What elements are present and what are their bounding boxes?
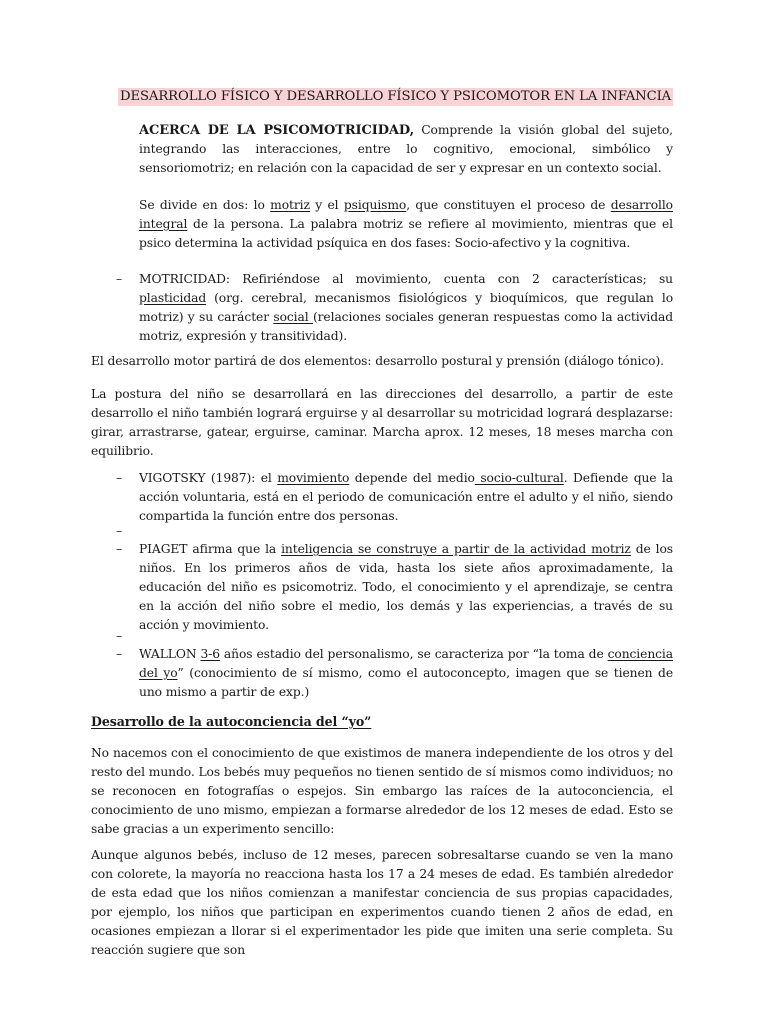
intro-paragraph: [91, 121, 673, 178]
motor-development-paragraph: El desarrollo motor partirá de dos elementos: desarrollo postural y prensión (diálogo tónico).: [91, 354, 664, 368]
bullet-dash: –: [116, 471, 123, 485]
piaget-list-item: – PIAGET afirma que la inteligencia se construye a partir de la actividad motriz de los niños. En los primeros años de vida, hasta los siete años aproximadamente, la educación del niño es psicomotriz. Todo, el conocimiento y el aprendizaje, se centra en la acción del niño sobre el medio, los demás y las experiencias, a través de su acción y movimiento.: [116, 542, 673, 632]
motricidad-list-item: – MOTRICIDAD: Refiriéndose al movimiento, cuenta con 2 características; su plasticidad (org. cerebral, mecanismos fisiológicos y bioquímicos, que regulan lo motriz) y su carácter social (relaciones sociales generan respuestas como la actividad motriz, expresión y transitividad).: [116, 272, 673, 343]
term-inteligencia: inteligencia se construye a partir de la actividad motriz: [281, 542, 631, 556]
term-conciencia-del-yo: conciencia del yo: [139, 647, 673, 680]
term-movimiento: movimiento: [277, 471, 350, 485]
bullet-dash: –: [116, 647, 123, 661]
term-socio-cultural: socio-cultural: [474, 471, 564, 485]
term-psiquismo: psiquismo: [343, 198, 407, 212]
empty-list-item: [91, 522, 673, 541]
wallon-list-item: – WALLON 3-6 años estadio del personalismo, se caracteriza por “la toma de conciencia del yo” (conocimiento de sí mismo, como el autoconcepto, imagen que se tienen de uno mismo a partir de exp.): [116, 647, 674, 699]
term-desarrollo-integral: desarrollo integral: [139, 198, 673, 231]
experiment-paragraph: Aunque algunos bebés, incluso de 12 meses, parecen sobresaltarse cuando se ven la mano con colorete, la mayoría no reacciona hasta los 17 a 24 meses de edad. Es también alrededor de esta edad que los niños comienzan a manifestar conciencia de sus propias capacidades, por ejemplo, los niños que participan en experimentos cuando tienen 2 años de edad, en ocasiones empiezan a llorar si el experimentador les pide que imiten una serie completa. Su reacción sugiere que son: [91, 848, 673, 957]
section-heading: Desarrollo de la autoconciencia del “yo”: [91, 714, 372, 729]
bullet-dash: –: [116, 524, 123, 538]
intro-lead: ACERCA DE LA PSICOMOTRICIDAD,: [139, 123, 415, 138]
term-social: social: [273, 310, 313, 324]
bullet-dash: –: [116, 542, 123, 556]
term-plasticidad: plasticidad: [139, 291, 207, 305]
posture-paragraph: La postura del niño se desarrollará en las direcciones del desarrollo, a partir de este desarrollo el niño también logrará erguirse y al desarrollar su motricidad logrará desplazarse: girar, arrastrarse, gatear, erguirse, caminar. Marcha aprox. 12 meses, 18 meses marcha con equilibrio.: [91, 387, 673, 458]
division-paragraph: Se divide en dos: lo motriz y el psiquismo, que constituyen el proceso de desarrollo integral de la persona. La palabra motriz se refiere al movimiento, mientras que el psico determina la actividad psíquica en dos fases: Socio-afectivo y la cognitiva.: [139, 198, 673, 250]
bullet-dash: –: [116, 272, 123, 286]
term-motriz: motriz: [270, 198, 310, 212]
intro-text: Comprende la visión global del sujeto, integrando las interacciones, entre lo cognitivo, emocional, simbólico y sensoriomotriz; en relación con la capacidad de ser y expresar en un contexto social.: [139, 123, 673, 175]
vigotsky-list-item: – VIGOTSKY (1987): el movimiento depende del medio socio-cultural. Defiende que la acción voluntaria, está en el periodo de comunicación entre el adulto y el niño, siendo compartida la función entre dos personas.: [116, 471, 673, 523]
self-awareness-paragraph: No nacemos con el conocimiento de que existimos de manera independiente de los otros y del resto del mundo. Los bebés muy pequeños no tienen sentido de sí mismos como individuos; no se reconocen en fotografías o espejos. Sin embargo las raíces de la autoconciencia, el conocimiento de uno mismo, empiezan a formarse alrededor de los 12 meses de edad. Esto se sabe gracias a un experimento sencillo:: [91, 746, 673, 836]
bullet-dash: –: [116, 629, 123, 643]
empty-list-item: [91, 627, 673, 646]
term-3-6: 3-6: [200, 647, 220, 661]
document-title: DESARROLLO FÍSICO Y DESARROLLO FÍSICO Y PSICOMOTOR EN LA INFANCIA: [120, 89, 672, 104]
